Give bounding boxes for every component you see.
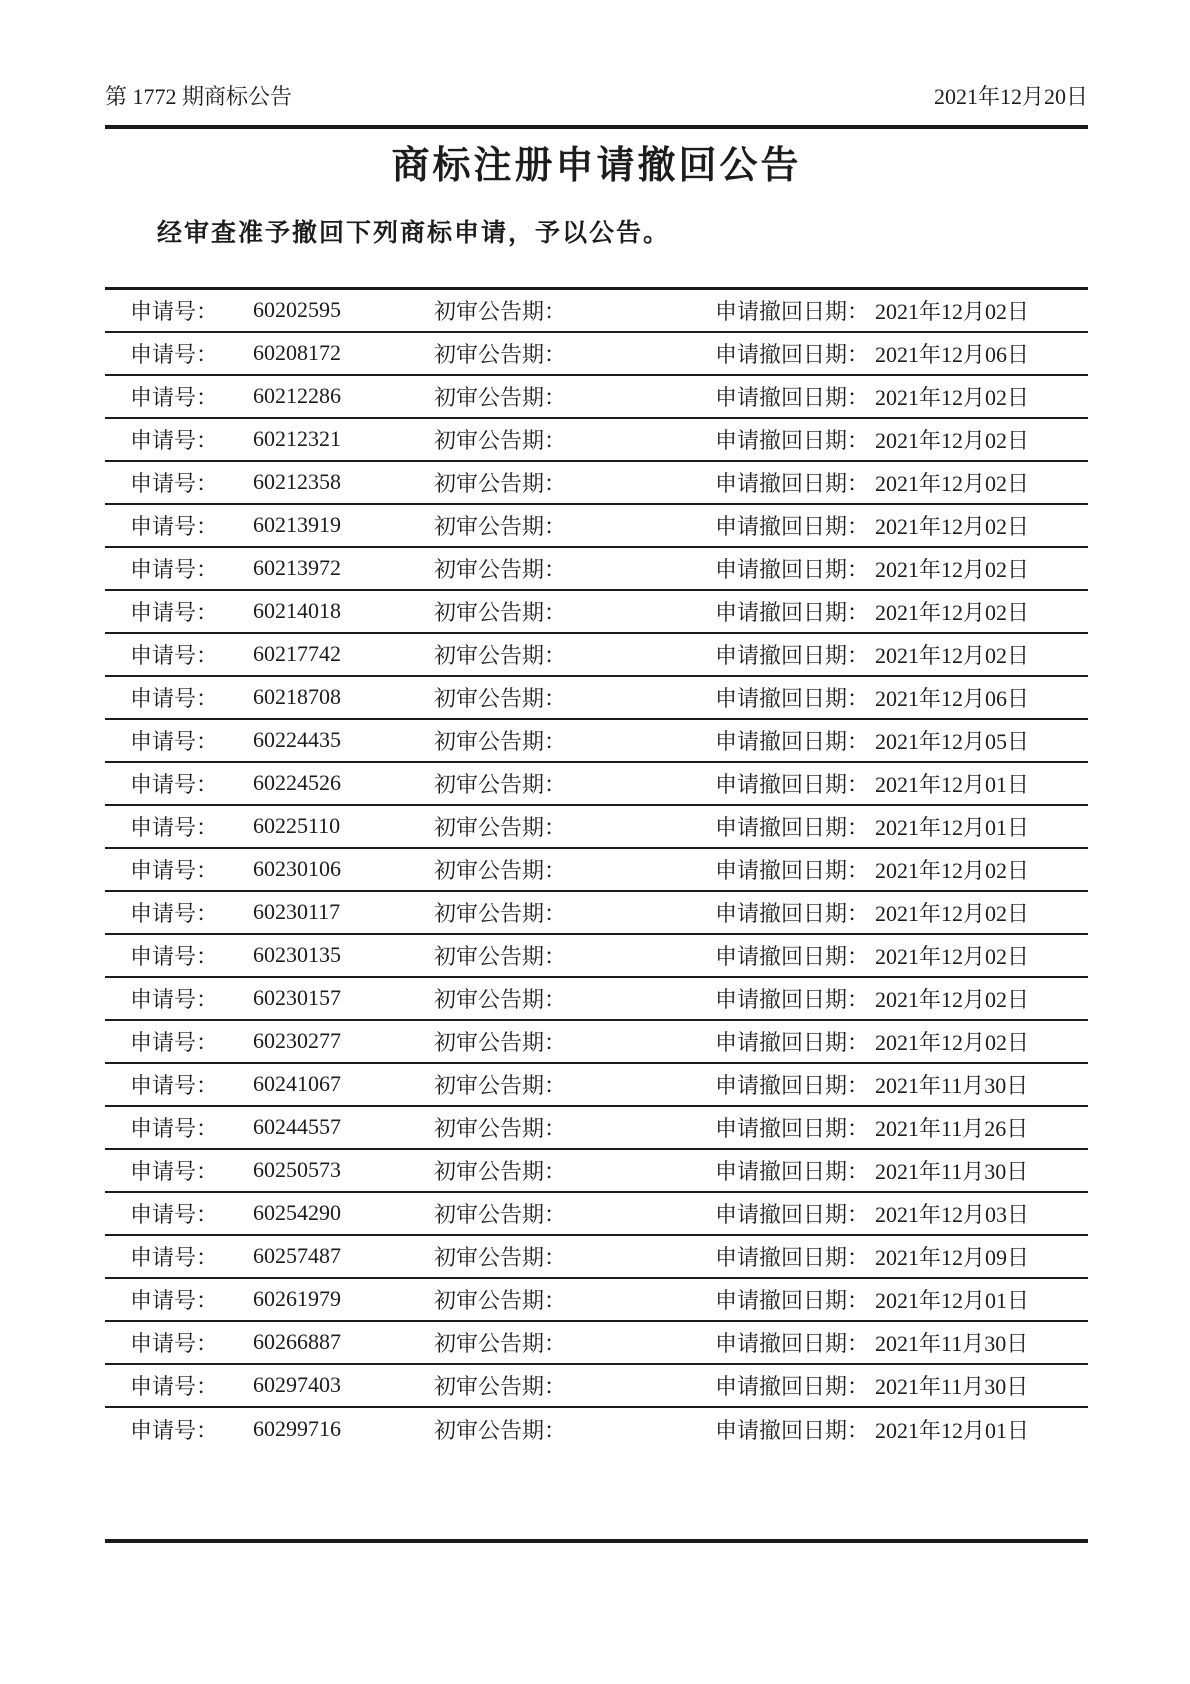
preliminary-publication-label: 初审公告期：: [434, 943, 567, 969]
withdrawal-date-label: 申请撤回日期：: [715, 1287, 870, 1313]
preliminary-publication-label: 初审公告期：: [434, 513, 567, 539]
application-number-value: 60212358: [253, 469, 341, 495]
withdrawal-date-cell: [715, 381, 1088, 412]
application-number-value: 60212286: [253, 383, 341, 409]
application-number-label: 申请号：: [130, 986, 219, 1012]
application-number-value: 60218708: [253, 684, 341, 710]
withdrawal-date-value: 2021年12月03日: [875, 1201, 1030, 1227]
preliminary-publication-label: 初审公告期：: [434, 341, 567, 367]
application-number-label: 申请号：: [130, 1201, 219, 1227]
withdrawal-date-cell: [715, 553, 1088, 584]
table-row: [105, 548, 1088, 591]
application-number-label: 申请号：: [130, 1072, 219, 1098]
withdrawal-date-label: 申请撤回日期：: [715, 427, 870, 453]
withdrawal-date-cell: [715, 1284, 1088, 1315]
application-number-label: 申请号：: [130, 943, 219, 969]
application-number-value: 60230135: [253, 942, 341, 968]
preliminary-publication-label: 初审公告期：: [434, 1201, 567, 1227]
table-row: [105, 720, 1088, 763]
application-number-value: 60224435: [253, 727, 341, 753]
withdrawal-date-value: 2021年12月02日: [875, 599, 1030, 625]
table-row: [105, 1279, 1088, 1322]
withdrawal-date-label: 申请撤回日期：: [715, 470, 870, 496]
withdrawal-date-value: 2021年12月02日: [875, 900, 1030, 926]
withdrawal-date-value: 2021年11月30日: [875, 1330, 1029, 1356]
preliminary-publication-label: 初审公告期：: [434, 1373, 567, 1399]
preliminary-publication-label: 初审公告期：: [434, 1287, 567, 1313]
withdrawal-date-value: 2021年12月02日: [875, 556, 1030, 582]
preliminary-publication-label: 初审公告期：: [434, 1029, 567, 1055]
withdrawal-date-value: 2021年12月02日: [875, 427, 1030, 453]
withdrawal-date-cell: [715, 467, 1088, 498]
withdrawal-date-label: 申请撤回日期：: [715, 384, 870, 410]
application-number-value: 60213972: [253, 555, 341, 581]
table-row: [105, 634, 1088, 677]
table-row: [105, 849, 1088, 892]
withdrawal-date-cell: [715, 1198, 1088, 1229]
withdrawal-date-value: 2021年12月06日: [875, 341, 1030, 367]
withdrawal-date-value: 2021年11月26日: [875, 1115, 1029, 1141]
application-number-label: 申请号：: [130, 1417, 219, 1443]
preliminary-publication-label: 初审公告期：: [434, 427, 567, 453]
application-number-label: 申请号：: [130, 1158, 219, 1184]
application-number-value: 60257487: [253, 1243, 341, 1269]
table-row: [105, 1107, 1088, 1150]
withdrawal-date-label: 申请撤回日期：: [715, 1115, 870, 1141]
preliminary-publication-label: 初审公告期：: [434, 814, 567, 840]
withdrawal-date-value: 2021年12月02日: [875, 642, 1030, 668]
table-rows: [105, 290, 1088, 1451]
application-number-value: 60202595: [253, 297, 341, 323]
application-number-label: 申请号：: [130, 685, 219, 711]
preliminary-publication-label: 初审公告期：: [434, 1244, 567, 1270]
application-number-value: 60212321: [253, 426, 341, 452]
preliminary-publication-label: 初审公告期：: [434, 556, 567, 582]
application-number-label: 申请号：: [130, 1244, 219, 1270]
withdrawal-date-label: 申请撤回日期：: [715, 556, 870, 582]
withdrawal-date-label: 申请撤回日期：: [715, 1029, 870, 1055]
withdrawal-date-value: 2021年12月01日: [875, 771, 1030, 797]
application-number-value: 60230106: [253, 856, 341, 882]
withdrawal-date-value: 2021年12月02日: [875, 298, 1030, 324]
withdrawal-date-label: 申请撤回日期：: [715, 900, 870, 926]
table-row: [105, 376, 1088, 419]
table-footer-space: [105, 1451, 1088, 1539]
withdrawal-date-cell: [715, 854, 1088, 885]
withdrawal-date-value: 2021年12月02日: [875, 986, 1030, 1012]
application-number-label: 申请号：: [130, 857, 219, 883]
withdrawal-date-label: 申请撤回日期：: [715, 642, 870, 668]
table-row: [105, 1236, 1088, 1279]
gazette-publication-date: 2021年12月20日: [933, 84, 1088, 109]
withdrawal-date-cell: [715, 682, 1088, 713]
application-number-value: 60217742: [253, 641, 341, 667]
withdrawal-date-cell: [715, 338, 1088, 369]
application-number-label: 申请号：: [130, 298, 219, 324]
withdrawal-date-cell: [715, 1069, 1088, 1100]
application-number-value: 60299716: [253, 1416, 341, 1442]
application-number-value: 60225110: [253, 813, 341, 839]
preliminary-publication-label: 初审公告期：: [434, 771, 567, 797]
withdrawal-date-label: 申请撤回日期：: [715, 1330, 870, 1356]
preliminary-publication-label: 初审公告期：: [434, 857, 567, 883]
preliminary-publication-label: 初审公告期：: [434, 1158, 567, 1184]
withdrawal-date-cell: [715, 510, 1088, 541]
application-number-value: 60224526: [253, 770, 341, 796]
withdrawal-date-label: 申请撤回日期：: [715, 1158, 870, 1184]
table-row: [105, 1322, 1088, 1365]
withdrawal-date-label: 申请撤回日期：: [715, 943, 870, 969]
application-number-label: 申请号：: [130, 513, 219, 539]
withdrawal-date-cell: [715, 424, 1088, 455]
withdrawal-date-value: 2021年12月02日: [875, 470, 1030, 496]
application-number-label: 申请号：: [130, 900, 219, 926]
table-row: [105, 1193, 1088, 1236]
withdrawal-date-label: 申请撤回日期：: [715, 685, 870, 711]
withdrawal-date-label: 申请撤回日期：: [715, 986, 870, 1012]
table-row: [105, 1064, 1088, 1107]
table-row: [105, 419, 1088, 462]
withdrawal-date-cell: [715, 983, 1088, 1014]
application-number-value: 60297403: [253, 1372, 341, 1398]
application-number-value: 60244557: [253, 1114, 341, 1140]
withdrawal-date-cell: [715, 1327, 1088, 1358]
withdrawal-date-cell: [715, 1026, 1088, 1057]
table-row: [105, 677, 1088, 720]
withdrawal-date-value: 2021年12月02日: [875, 943, 1030, 969]
table-row: [105, 462, 1088, 505]
withdrawal-date-value: 2021年12月01日: [875, 814, 1030, 840]
withdrawal-date-label: 申请撤回日期：: [715, 599, 870, 625]
preliminary-publication-label: 初审公告期：: [434, 728, 567, 754]
withdrawal-date-label: 申请撤回日期：: [715, 814, 870, 840]
withdrawal-date-label: 申请撤回日期：: [715, 1201, 870, 1227]
application-number-label: 申请号：: [130, 1287, 219, 1313]
preliminary-publication-label: 初审公告期：: [434, 986, 567, 1012]
withdrawal-table: [105, 287, 1088, 1543]
application-number-value: 60266887: [253, 1329, 341, 1355]
preliminary-publication-label: 初审公告期：: [434, 470, 567, 496]
preliminary-publication-label: 初审公告期：: [434, 900, 567, 926]
withdrawal-date-label: 申请撤回日期：: [715, 1417, 870, 1443]
intro-text: 经审查准予撤回下列商标申请，予以公告。: [157, 219, 671, 247]
application-number-value: 60213919: [253, 512, 341, 538]
withdrawal-date-value: 2021年12月02日: [875, 513, 1030, 539]
withdrawal-date-cell: [715, 1414, 1088, 1445]
table-row: [105, 1365, 1088, 1408]
withdrawal-date-value: 2021年11月30日: [875, 1373, 1029, 1399]
withdrawal-date-value: 2021年12月01日: [875, 1417, 1030, 1443]
application-number-label: 申请号：: [130, 1373, 219, 1399]
preliminary-publication-label: 初审公告期：: [434, 1115, 567, 1141]
withdrawal-date-cell: [715, 940, 1088, 971]
table-row: [105, 763, 1088, 806]
withdrawal-date-cell: [715, 725, 1088, 756]
application-number-label: 申请号：: [130, 1029, 219, 1055]
table-row: [105, 1021, 1088, 1064]
withdrawal-date-value: 2021年12月05日: [875, 728, 1030, 754]
withdrawal-date-cell: [715, 1370, 1088, 1401]
application-number-label: 申请号：: [130, 341, 219, 367]
withdrawal-date-value: 2021年12月02日: [875, 857, 1030, 883]
withdrawal-date-value: 2021年12月02日: [875, 1029, 1030, 1055]
preliminary-publication-label: 初审公告期：: [434, 384, 567, 410]
withdrawal-date-label: 申请撤回日期：: [715, 1373, 870, 1399]
preliminary-publication-label: 初审公告期：: [434, 599, 567, 625]
application-number-value: 60261979: [253, 1286, 341, 1312]
application-number-label: 申请号：: [130, 771, 219, 797]
withdrawal-date-label: 申请撤回日期：: [715, 857, 870, 883]
withdrawal-date-label: 申请撤回日期：: [715, 728, 870, 754]
withdrawal-date-cell: [715, 596, 1088, 627]
page-header: [105, 0, 1088, 109]
application-number-label: 申请号：: [130, 1330, 219, 1356]
withdrawal-date-cell: [715, 1241, 1088, 1272]
withdrawal-date-label: 申请撤回日期：: [715, 1072, 870, 1098]
withdrawal-date-label: 申请撤回日期：: [715, 1244, 870, 1270]
withdrawal-date-value: 2021年12月02日: [875, 384, 1030, 410]
page-title: 商标注册申请撤回公告: [391, 145, 802, 188]
table-row: [105, 806, 1088, 849]
table-row: [105, 591, 1088, 634]
table-row: [105, 1408, 1088, 1451]
application-number-value: 60254290: [253, 1200, 341, 1226]
application-number-label: 申请号：: [130, 427, 219, 453]
preliminary-publication-label: 初审公告期：: [434, 685, 567, 711]
withdrawal-date-label: 申请撤回日期：: [715, 513, 870, 539]
application-number-value: 60250573: [253, 1157, 341, 1183]
preliminary-publication-label: 初审公告期：: [434, 1417, 567, 1443]
table-row: [105, 1150, 1088, 1193]
withdrawal-date-value: 2021年12月06日: [875, 685, 1030, 711]
withdrawal-date-label: 申请撤回日期：: [715, 298, 870, 324]
application-number-value: 60230277: [253, 1028, 341, 1054]
table-row: [105, 333, 1088, 376]
withdrawal-date-cell: [715, 811, 1088, 842]
preliminary-publication-label: 初审公告期：: [434, 1330, 567, 1356]
preliminary-publication-label: 初审公告期：: [434, 298, 567, 324]
application-number-label: 申请号：: [130, 470, 219, 496]
withdrawal-date-label: 申请撤回日期：: [715, 771, 870, 797]
header-rule: [105, 125, 1088, 129]
withdrawal-date-value: 2021年11月30日: [875, 1072, 1029, 1098]
preliminary-publication-label: 初审公告期：: [434, 642, 567, 668]
withdrawal-date-cell: [715, 639, 1088, 670]
withdrawal-date-cell: [715, 768, 1088, 799]
application-number-label: 申请号：: [130, 384, 219, 410]
application-number-value: 60241067: [253, 1071, 341, 1097]
gazette-issue-number: 第 1772 期商标公告: [105, 84, 293, 109]
table-row: [105, 978, 1088, 1021]
application-number-label: 申请号：: [130, 728, 219, 754]
withdrawal-date-label: 申请撤回日期：: [715, 341, 870, 367]
application-number-label: 申请号：: [130, 556, 219, 582]
application-number-value: 60214018: [253, 598, 341, 624]
application-number-value: 60208172: [253, 340, 341, 366]
withdrawal-date-cell: [715, 1155, 1088, 1186]
table-row: [105, 290, 1088, 333]
application-number-label: 申请号：: [130, 814, 219, 840]
preliminary-publication-label: 初审公告期：: [434, 1072, 567, 1098]
withdrawal-date-value: 2021年11月30日: [875, 1158, 1029, 1184]
application-number-value: 60230157: [253, 985, 341, 1011]
application-number-value: 60230117: [253, 899, 341, 925]
withdrawal-date-cell: [715, 897, 1088, 928]
application-number-label: 申请号：: [130, 1115, 219, 1141]
application-number-label: 申请号：: [130, 599, 219, 625]
table-row: [105, 505, 1088, 548]
application-number-label: 申请号：: [130, 642, 219, 668]
page-content: [105, 0, 1088, 1543]
withdrawal-date-value: 2021年12月09日: [875, 1244, 1030, 1270]
table-row: [105, 935, 1088, 978]
withdrawal-date-cell: [715, 1112, 1088, 1143]
withdrawal-date-value: 2021年12月01日: [875, 1287, 1030, 1313]
table-row: [105, 892, 1088, 935]
withdrawal-date-cell: [715, 295, 1088, 326]
